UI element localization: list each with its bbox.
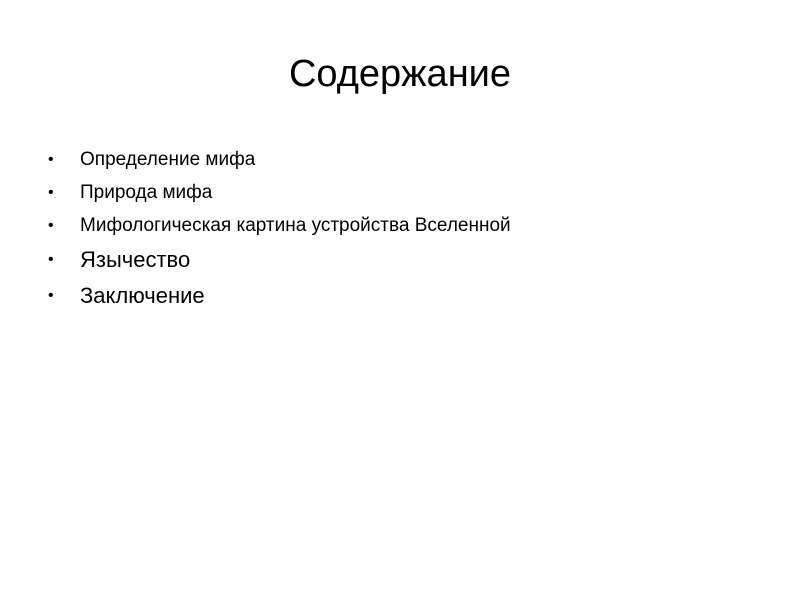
list-item xyxy=(48,176,511,209)
bullet-icon: • xyxy=(48,151,54,168)
bullet-icon: • xyxy=(48,287,54,304)
list-item xyxy=(48,278,511,314)
bullet-icon: • xyxy=(48,251,54,268)
list-item xyxy=(48,143,511,176)
list-item-label: Язычество xyxy=(80,247,191,272)
slide-title: Содержание xyxy=(288,53,512,95)
list-item xyxy=(48,209,511,242)
list-item-label: Заключение xyxy=(80,283,205,308)
bullet-icon: • xyxy=(48,184,54,201)
list-item xyxy=(48,242,511,278)
contents-list xyxy=(48,143,511,314)
list-item-label: Природа мифа xyxy=(80,182,213,203)
list-item-label: Мифологическая картина устройства Вселенной xyxy=(80,215,511,236)
list-item-label: Определение мифа xyxy=(80,149,256,170)
bullet-icon: • xyxy=(48,217,54,234)
